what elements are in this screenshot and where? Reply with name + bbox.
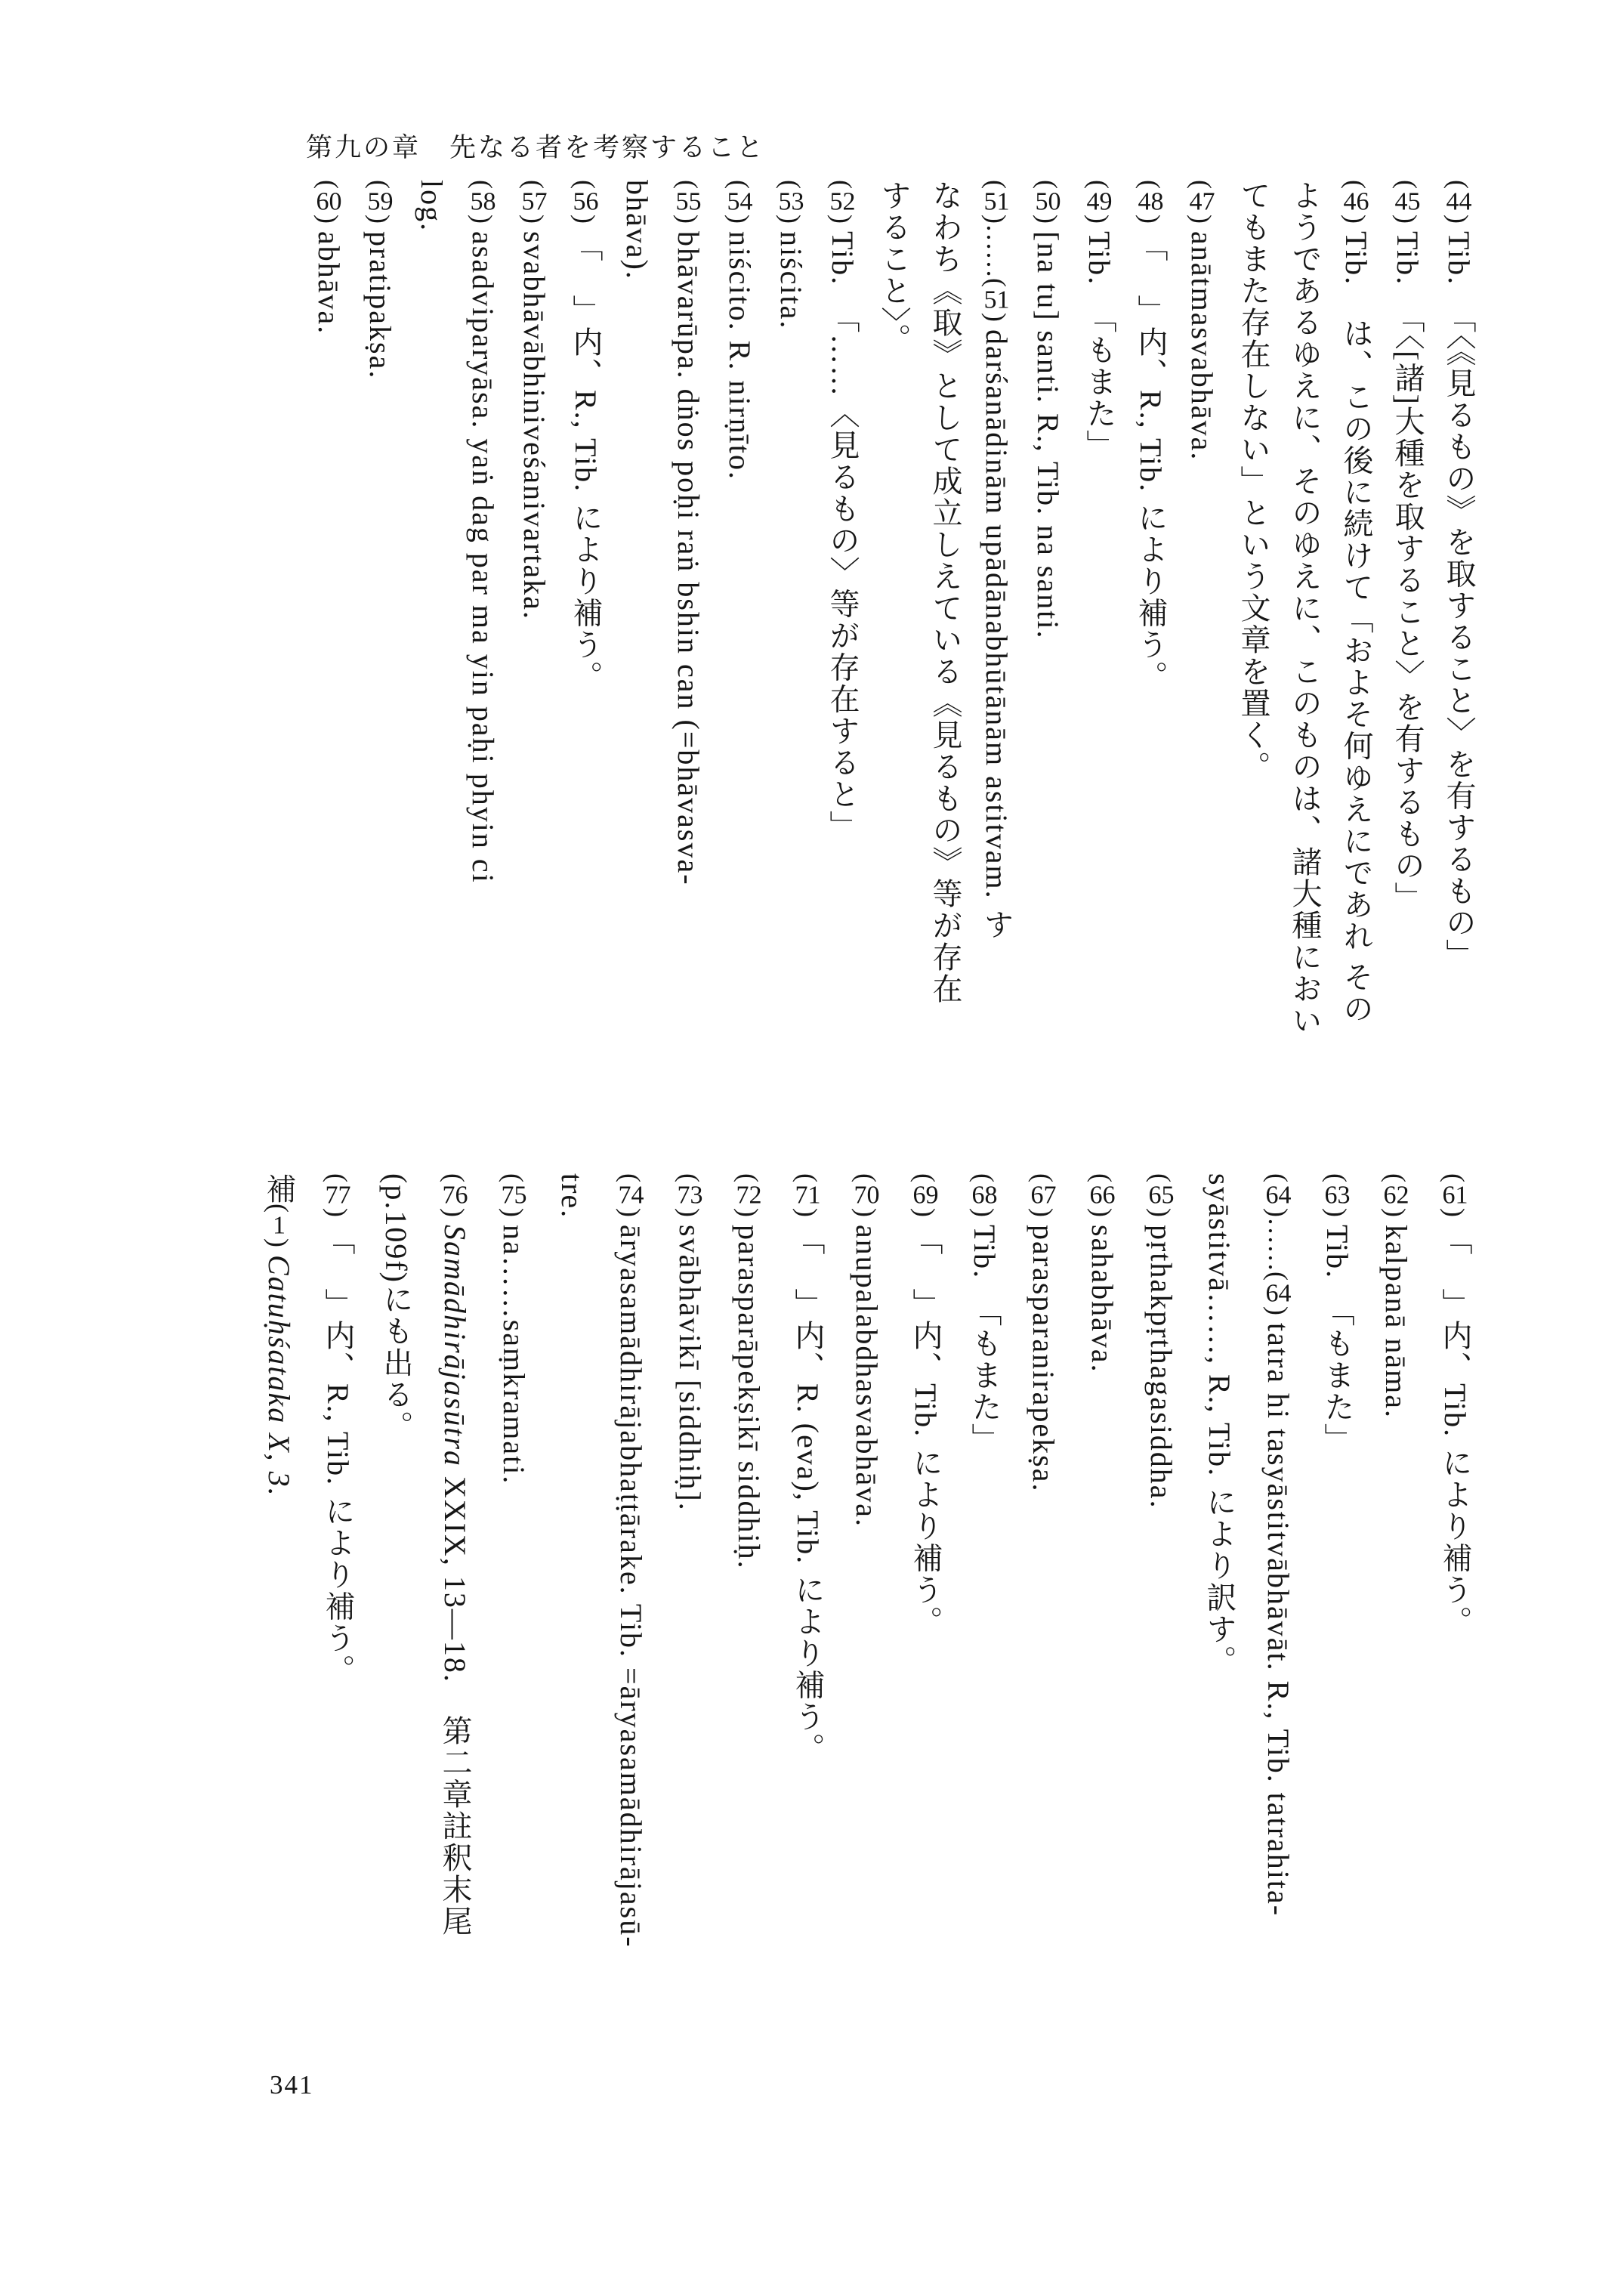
paren-open: ( bbox=[1440, 1173, 1470, 1182]
paren-close: ) bbox=[1440, 1208, 1470, 1217]
note-text: āryasamādhirājabhaṭṭārake. Tib. =āryasamādhirājasū- bbox=[614, 1225, 648, 1948]
note-continuation-column bbox=[1190, 1173, 1249, 2110]
paren-close: ) bbox=[570, 215, 601, 224]
paren-close: ) bbox=[1443, 215, 1474, 224]
note-number bbox=[614, 1173, 648, 1217]
note-text: ようであるゆえに、そのゆえに、このものは、諸大種におい bbox=[1288, 180, 1322, 1037]
note-number-digits: 77 bbox=[325, 1182, 351, 1208]
paren-close: ) bbox=[851, 1208, 881, 1217]
note-text: なわち《取》として成立しえている《見るもの》等が存在 bbox=[928, 180, 962, 1005]
note-number-digits: 59 bbox=[367, 189, 394, 215]
note-number-digits: 1 bbox=[273, 1213, 286, 1238]
note-item bbox=[1433, 180, 1484, 1141]
note-item bbox=[249, 1173, 308, 2110]
note-number bbox=[1339, 180, 1373, 224]
note-number-digits: 44 bbox=[1446, 189, 1472, 215]
note-number bbox=[909, 1173, 943, 1217]
paren-close: ) bbox=[1263, 1208, 1293, 1217]
paren-open: ( bbox=[673, 180, 703, 189]
paren-open: ( bbox=[468, 180, 498, 189]
paren-open: ( bbox=[1443, 180, 1474, 189]
note-number bbox=[1027, 1173, 1061, 1217]
note-item bbox=[662, 180, 714, 1141]
note-text: pratipakṣa. bbox=[363, 231, 397, 380]
paren-open: ( bbox=[323, 1173, 353, 1182]
note-number bbox=[497, 1173, 531, 1217]
note-text: abhāva. bbox=[312, 231, 346, 335]
note-number bbox=[1085, 1173, 1119, 1217]
note-number bbox=[723, 180, 757, 224]
note-number-digits: 73 bbox=[677, 1182, 703, 1208]
paren-open: ( bbox=[1187, 180, 1217, 189]
note-item bbox=[1366, 1173, 1425, 2110]
note-number-digits: 62 bbox=[1383, 1182, 1409, 1208]
note-text: 「 」内、R., Tib. により補う。 bbox=[1134, 231, 1168, 693]
paren-close: ) bbox=[323, 1208, 353, 1217]
paren-close: ) bbox=[1392, 215, 1422, 224]
note-number-digits: 68 bbox=[971, 1182, 998, 1208]
note-number-digits: 60 bbox=[316, 189, 342, 215]
paren-close: ) bbox=[675, 1208, 705, 1217]
note-text: XXIX, 13—18. 第二章註釈末尾 bbox=[438, 1466, 472, 1937]
footnotes-top-block bbox=[303, 180, 1484, 1141]
note-item bbox=[1308, 1173, 1366, 2110]
note-number-digits: 64 bbox=[1265, 1182, 1292, 1208]
note-item bbox=[1073, 180, 1125, 1141]
note-item bbox=[1022, 180, 1073, 1141]
note-text: na……saṃkramati. bbox=[497, 1225, 531, 1485]
paren-open: ( bbox=[616, 1173, 646, 1182]
note-number-digits: 47 bbox=[1189, 189, 1215, 215]
note-number-digits: 74 bbox=[618, 1182, 644, 1208]
note-item bbox=[1249, 1173, 1308, 2110]
paren-open: ( bbox=[910, 1173, 940, 1182]
note-text: bhāva). bbox=[620, 180, 654, 280]
note-item bbox=[425, 1173, 484, 2110]
note-text: pṛthakpṛthagasiddha. bbox=[1144, 1225, 1178, 1510]
note-number-digits: 51 bbox=[983, 287, 1010, 313]
paren-open: ( bbox=[733, 1173, 764, 1182]
paren-close: ) bbox=[981, 313, 1011, 322]
note-continuation-column bbox=[406, 180, 457, 1141]
note-number bbox=[569, 180, 603, 224]
paren-close: ) bbox=[1341, 215, 1371, 224]
paren-close: ) bbox=[673, 215, 703, 224]
note-number bbox=[791, 1173, 825, 1217]
note-number-digits: 64 bbox=[1265, 1281, 1292, 1306]
paren-close: ) bbox=[264, 1238, 294, 1247]
paren-open: ( bbox=[313, 180, 344, 189]
note-text: asadviparyāsa. yaṅ dag par ma yin paḥi phyin ci bbox=[466, 231, 500, 884]
note-number bbox=[826, 180, 860, 224]
note-number-digits: 63 bbox=[1324, 1182, 1351, 1208]
note-text-italic: Catuḥśataka X, 3. bbox=[262, 1255, 296, 1497]
note-text: 「 」内、Tib. により補う。 bbox=[1438, 1225, 1472, 1638]
paren-close: ) bbox=[910, 1208, 940, 1217]
note-item bbox=[1330, 180, 1382, 1141]
chapter-title: 先なる者を考察すること bbox=[449, 133, 766, 162]
note-continuation-column bbox=[611, 180, 662, 1141]
paren-open: ( bbox=[776, 180, 806, 189]
page-number: 341 bbox=[270, 2070, 314, 2100]
note-text: sahabhāva. bbox=[1085, 1225, 1119, 1374]
note-number-digits: 52 bbox=[829, 189, 856, 215]
note-number-digits: 72 bbox=[736, 1182, 762, 1208]
paren-open: ( bbox=[851, 1173, 881, 1182]
paren-open: ( bbox=[827, 180, 857, 189]
note-number-digits: 61 bbox=[1442, 1182, 1468, 1208]
note-number-digits: 49 bbox=[1086, 189, 1113, 215]
paren-close: ) bbox=[792, 1208, 823, 1217]
note-number bbox=[438, 1173, 472, 1217]
note-text: tatra hi tasyāstitvābhāvāt. R., Tib. tatrahita- bbox=[1261, 1323, 1295, 1917]
note-item bbox=[560, 180, 611, 1141]
note-number-digits: 46 bbox=[1343, 189, 1369, 215]
note-text: Tib. 「もまた」 bbox=[968, 1225, 1002, 1455]
note-number bbox=[1082, 180, 1116, 224]
note-text: [na tu] santi. R., Tib. na santi. bbox=[1031, 231, 1065, 640]
note-item bbox=[1014, 1173, 1073, 2110]
note-text: 「 」内、R., Tib. により補う。 bbox=[321, 1225, 355, 1686]
paren-close: ) bbox=[776, 215, 806, 224]
note-number bbox=[1185, 180, 1219, 224]
note-text: darśanādinām upādānabhūtānām astitvam. す bbox=[980, 329, 1014, 941]
note-item bbox=[955, 1173, 1014, 2110]
note-text: Tib. 「〈《見るもの》を取すること〉を有するもの」 bbox=[1442, 231, 1476, 971]
paren-open: ( bbox=[1322, 1173, 1352, 1182]
note-number-digits: 65 bbox=[1148, 1182, 1175, 1208]
paren-open: ( bbox=[1084, 180, 1114, 189]
note-item bbox=[1176, 180, 1227, 1141]
paren-close: ) bbox=[616, 1208, 646, 1217]
paren-open: ( bbox=[675, 1173, 705, 1182]
note-number bbox=[1320, 1173, 1354, 1217]
note-number bbox=[850, 1173, 884, 1217]
note-item bbox=[484, 1173, 543, 2110]
note-number bbox=[1438, 1173, 1472, 1217]
paren-open: ( bbox=[981, 278, 1011, 287]
note-text: niścita. bbox=[774, 231, 808, 330]
paren-open: ( bbox=[499, 1173, 529, 1182]
note-text: Tib. は、この後に続けて「およそ何ゆえにであれ その bbox=[1339, 231, 1373, 1025]
paren-close: ) bbox=[1322, 1208, 1352, 1217]
note-item bbox=[1073, 1173, 1132, 2110]
paren-close: ) bbox=[1033, 215, 1063, 224]
note-number-digits: 54 bbox=[727, 189, 753, 215]
note-continuation-column bbox=[1279, 180, 1330, 1141]
note-number-digits: 75 bbox=[501, 1182, 527, 1208]
paren-open: ( bbox=[1392, 180, 1422, 189]
note-text: svābhāvikī [siddhiḥ]. bbox=[673, 1225, 707, 1512]
note-number bbox=[1391, 180, 1425, 224]
note-number bbox=[312, 180, 346, 224]
note-continuation-column bbox=[919, 180, 971, 1141]
note-text: Tib. 「……〈見るもの〉等が存在すると」 bbox=[826, 231, 860, 842]
paren-close: ) bbox=[499, 1208, 529, 1217]
paren-close: ) bbox=[969, 1208, 999, 1217]
note-number bbox=[1261, 1173, 1295, 1315]
note-item bbox=[971, 180, 1022, 1141]
paren-close: ) bbox=[1135, 215, 1166, 224]
note-item bbox=[765, 180, 817, 1141]
note-text: syāstitvā……, R., Tib. により訳す。 bbox=[1203, 1173, 1237, 1677]
paren-open: ( bbox=[264, 1204, 294, 1213]
note-item bbox=[778, 1173, 837, 2110]
note-text: svabhāvābhiniveśanivartaka. bbox=[517, 231, 551, 620]
note-continuation-column bbox=[868, 180, 919, 1141]
page-header bbox=[306, 127, 765, 165]
note-number bbox=[968, 1173, 1002, 1217]
note-text: niścito. R. nirṇīto. bbox=[723, 231, 757, 481]
paren-open: ( bbox=[519, 180, 549, 189]
paren-open: ( bbox=[1263, 1272, 1293, 1281]
paren-close: ) bbox=[440, 1208, 470, 1217]
paren-open: ( bbox=[724, 180, 755, 189]
note-number bbox=[672, 180, 705, 224]
paren-close: ) bbox=[1087, 1208, 1117, 1217]
note-number bbox=[466, 180, 500, 224]
note-text: 「 」内、R., Tib. により補う。 bbox=[569, 231, 603, 693]
note-text: anupalabdhasvabhāva. bbox=[850, 1225, 884, 1528]
note-number bbox=[1442, 180, 1476, 224]
note-number bbox=[1379, 1173, 1413, 1217]
note-text: すること〉。 bbox=[877, 180, 911, 355]
note-prefix: 補 bbox=[262, 1173, 296, 1204]
note-item bbox=[1125, 180, 1176, 1141]
note-item bbox=[1425, 1173, 1484, 2110]
note-text: parasparanirapekṣa. bbox=[1027, 1225, 1061, 1493]
note-text: bhāvarūpa. dṅos poḥi raṅ bshin can (=bhāvasva- bbox=[672, 231, 705, 886]
paren-open: ( bbox=[969, 1173, 999, 1182]
note-number-digits: 53 bbox=[778, 189, 804, 215]
paren-close: ) bbox=[468, 215, 498, 224]
paren-close: ) bbox=[981, 215, 1011, 224]
note-number-digits: 50 bbox=[1035, 189, 1061, 215]
paren-open: ( bbox=[981, 180, 1011, 189]
note-item bbox=[660, 1173, 719, 2110]
note-item bbox=[817, 180, 868, 1141]
paren-open: ( bbox=[1033, 180, 1063, 189]
note-number-digits: 58 bbox=[470, 189, 496, 215]
footnotes-bottom-block bbox=[249, 1173, 1484, 2110]
note-text: 「 」内、R. (eva), Tib. により補う。 bbox=[791, 1225, 825, 1765]
note-number-digits: 57 bbox=[521, 189, 548, 215]
paren-open: ( bbox=[1135, 180, 1166, 189]
note-item bbox=[601, 1173, 660, 2110]
note-number bbox=[363, 180, 397, 224]
note-item bbox=[719, 1173, 778, 2110]
paren-close: ) bbox=[1146, 1208, 1176, 1217]
note-number bbox=[774, 180, 808, 224]
note-continuation-column bbox=[367, 1173, 425, 2110]
note-number-digits: 70 bbox=[854, 1182, 880, 1208]
note-item bbox=[1382, 180, 1433, 1141]
note-number bbox=[980, 180, 1014, 322]
paren-open: ( bbox=[1263, 1173, 1293, 1182]
note-number bbox=[1134, 180, 1168, 224]
note-number-digits: 55 bbox=[675, 189, 702, 215]
paren-open: ( bbox=[1087, 1173, 1117, 1182]
note-text: anātmasvabhāva. bbox=[1185, 231, 1219, 462]
note-text: tre. bbox=[555, 1173, 589, 1219]
paren-close: ) bbox=[1263, 1306, 1293, 1315]
note-item bbox=[896, 1173, 955, 2110]
note-number-digits: 69 bbox=[912, 1182, 939, 1208]
note-text: Tib. 「〈[諸]大種を取すること〉を有するもの」 bbox=[1391, 231, 1425, 913]
chapter-label: 第九の章 bbox=[306, 133, 421, 162]
note-number-digits: 71 bbox=[795, 1182, 821, 1208]
note-number bbox=[517, 180, 551, 224]
paren-open: ( bbox=[792, 1173, 823, 1182]
note-text: log. bbox=[415, 180, 449, 233]
note-item bbox=[457, 180, 508, 1141]
note-continuation-column bbox=[543, 1173, 601, 2110]
paren-open: ( bbox=[440, 1173, 470, 1182]
note-text: kalpanā nāma. bbox=[1379, 1225, 1413, 1419]
paren-open: ( bbox=[1341, 180, 1371, 189]
note-number-digits: 66 bbox=[1089, 1182, 1116, 1208]
note-continuation-column bbox=[1227, 180, 1279, 1141]
note-item bbox=[308, 1173, 367, 2110]
note-text: Tib. 「もまた」 bbox=[1082, 231, 1116, 462]
note-text: てもまた存在しない」という文章を置く。 bbox=[1237, 180, 1270, 783]
note-number-dots: …… bbox=[1263, 1217, 1293, 1272]
paren-close: ) bbox=[1381, 1208, 1411, 1217]
note-item bbox=[714, 180, 765, 1141]
note-item bbox=[354, 180, 406, 1141]
paren-close: ) bbox=[313, 215, 344, 224]
note-number-digits: 67 bbox=[1030, 1182, 1057, 1208]
note-number-digits: 76 bbox=[442, 1182, 468, 1208]
note-number bbox=[732, 1173, 766, 1217]
paren-close: ) bbox=[827, 215, 857, 224]
note-text: 「 」内、Tib. により補う。 bbox=[909, 1225, 943, 1638]
note-number-dots: …… bbox=[981, 224, 1011, 278]
paren-close: ) bbox=[1187, 215, 1217, 224]
note-text: (p.109f)にも出る。 bbox=[379, 1173, 413, 1442]
paren-close: ) bbox=[365, 215, 395, 224]
paren-close: ) bbox=[1028, 1208, 1058, 1217]
note-number bbox=[1031, 180, 1065, 224]
note-item bbox=[837, 1173, 896, 2110]
paren-open: ( bbox=[570, 180, 601, 189]
paren-open: ( bbox=[1146, 1173, 1176, 1182]
paren-close: ) bbox=[519, 215, 549, 224]
note-number-digits: 51 bbox=[983, 189, 1010, 215]
note-item bbox=[508, 180, 560, 1141]
note-number bbox=[673, 1173, 707, 1217]
note-number bbox=[262, 1173, 296, 1247]
note-number-digits: 45 bbox=[1394, 189, 1421, 215]
paren-close: ) bbox=[1084, 215, 1114, 224]
note-number-digits: 56 bbox=[573, 189, 599, 215]
note-text-italic: Samādhirājasūtra bbox=[438, 1225, 472, 1467]
note-number-digits: 48 bbox=[1138, 189, 1164, 215]
note-text: Tib. 「もまた」 bbox=[1320, 1225, 1354, 1455]
paren-close: ) bbox=[733, 1208, 764, 1217]
paren-open: ( bbox=[365, 180, 395, 189]
note-number bbox=[321, 1173, 355, 1217]
note-number bbox=[1144, 1173, 1178, 1217]
note-item bbox=[1132, 1173, 1190, 2110]
paren-open: ( bbox=[1028, 1173, 1058, 1182]
paren-close: ) bbox=[724, 215, 755, 224]
note-item bbox=[303, 180, 354, 1141]
paren-open: ( bbox=[1381, 1173, 1411, 1182]
note-text: parasparāpekṣikī siddhiḥ. bbox=[732, 1225, 766, 1570]
